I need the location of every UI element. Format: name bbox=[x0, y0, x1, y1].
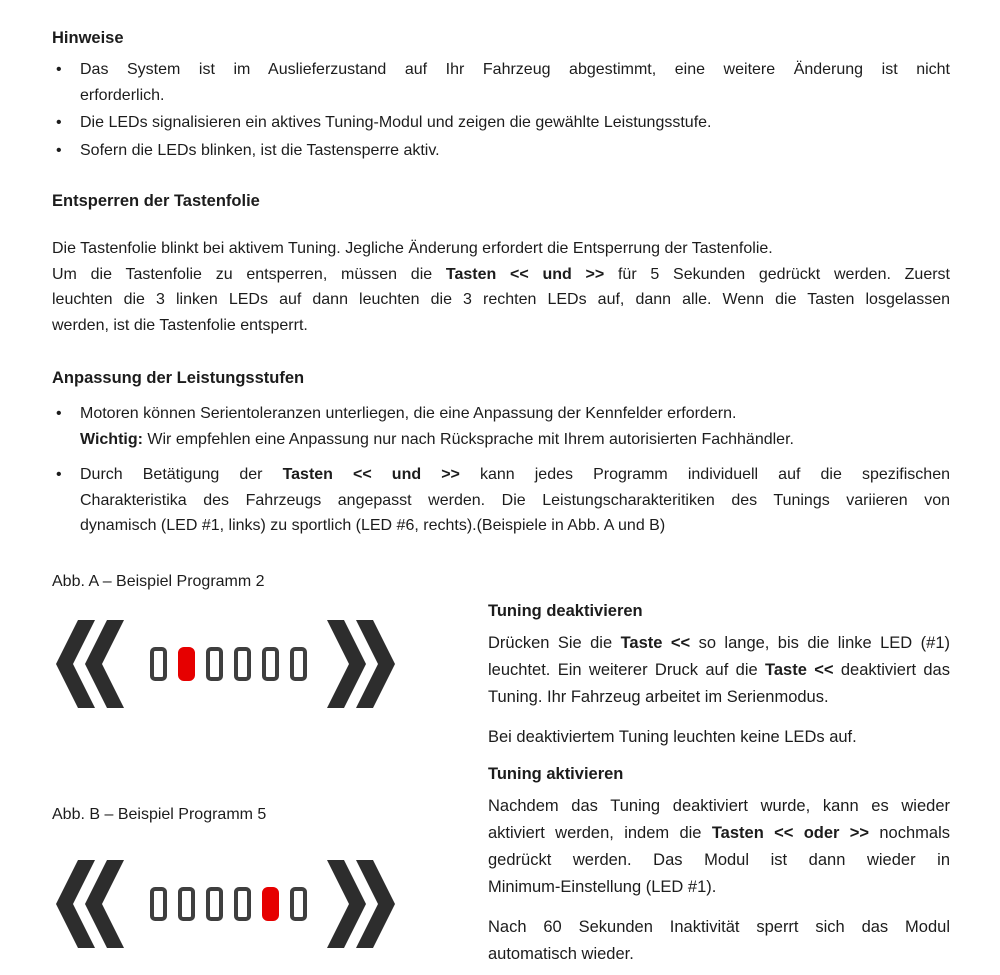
chevron-left-icon bbox=[56, 860, 124, 948]
text-run: Um die Tastenfolie zu entsperren, müssen die bbox=[52, 265, 446, 283]
text-run-bold: Tasten << oder >> bbox=[711, 823, 870, 842]
heading-anpassung: Anpassung der Leistungsstufen bbox=[52, 369, 305, 387]
section-anpassung bbox=[52, 368, 950, 539]
text-run: Drücken Sie die bbox=[488, 633, 621, 652]
instructions-column bbox=[488, 601, 950, 975]
bullet-text: • Das System ist im Auslieferzustand auf Ihr Fahrzeug abgestimmt, eine weitere Änderung ist nicht bbox=[80, 61, 950, 78]
figure-b-label: Abb. B – Beispiel Programm 5 bbox=[52, 806, 267, 823]
led-row bbox=[150, 647, 307, 681]
paragraph: Bei deaktiviertem Tuning leuchten keine LEDs auf. bbox=[488, 727, 857, 746]
paragraph: Nach 60 Sekunden Inaktivität sperrt sich das Modul automatisch wieder. bbox=[488, 917, 950, 963]
list-item bbox=[52, 57, 950, 108]
led-off-indicator bbox=[262, 647, 279, 681]
led-off-indicator bbox=[150, 647, 167, 681]
two-column-area bbox=[52, 567, 950, 975]
heading-tuning-deaktivieren: Tuning deaktivieren bbox=[488, 601, 643, 620]
paragraph bbox=[52, 236, 950, 338]
text-run: deaktiviert das Tuning. Ihr Fahrzeug arbeitet im Serienmodus. bbox=[488, 660, 950, 706]
paragraph-line: dynamisch (LED #1, links) zu sportlich (LED #6, rechts).(Beispiele in Abb. A und B) bbox=[80, 517, 666, 534]
list-item: • Sofern die LEDs blinken, ist die Tastensperre aktiv. bbox=[52, 138, 950, 164]
text-run-bold: Tasten << und >> bbox=[445, 265, 605, 283]
paragraph-line: Charakteristika des Fahrzeugs angepasst werden. Die Leistungscharakteritiken des Tunings variieren von bbox=[80, 491, 950, 509]
figure-a-label: Abb. A – Beispiel Programm 2 bbox=[52, 572, 265, 590]
led-off-indicator bbox=[234, 647, 251, 681]
text-run-bold: Taste << bbox=[620, 633, 691, 652]
paragraph bbox=[488, 793, 950, 901]
text-run: kann jedes Programm individuell auf die spezifischen bbox=[459, 466, 950, 483]
text-run: für 5 Sekunden gedrückt werden. Zuerst bbox=[604, 265, 950, 283]
figure-b bbox=[56, 860, 488, 948]
text-run-bold: Wichtig: bbox=[80, 430, 143, 448]
text-run-bold: Taste << bbox=[765, 660, 834, 679]
paragraph-line: werden, ist die Tastenfolie entsperrt. bbox=[52, 316, 308, 334]
led-on-indicator bbox=[262, 887, 279, 921]
text-run-bold: Tasten << und >> bbox=[282, 466, 460, 483]
text-run: Durch Betätigung der bbox=[80, 466, 283, 483]
led-off-indicator bbox=[290, 647, 307, 681]
chevron-right-icon bbox=[327, 860, 395, 948]
text-run: so lange, bis die linke LED (#1) leuchtet. Ein weiterer Druck auf die bbox=[488, 633, 950, 679]
led-on-indicator bbox=[178, 647, 195, 681]
text-run: nochmals gedrückt werden. Das Modul ist dann wieder in Minimum‑Einstellung (LED #1). bbox=[488, 823, 950, 896]
anpassung-list bbox=[52, 401, 950, 539]
hinweise-list bbox=[52, 57, 950, 163]
bullet-text: Motoren können Serientoleranzen unterliegen, die eine Anpassung der Kennfelder erfordern. bbox=[80, 405, 737, 422]
led-off-indicator bbox=[290, 887, 307, 921]
section-entsperren bbox=[52, 191, 950, 338]
led-off-indicator bbox=[150, 887, 167, 921]
text-run: Wir empfehlen eine Anpassung nur nach Rücksprache mit Ihrem autorisierten Fachhändler. bbox=[142, 430, 794, 448]
figures-column bbox=[52, 567, 488, 975]
paragraph-line bbox=[80, 462, 950, 488]
heading-hinweise: Hinweise bbox=[52, 29, 124, 47]
heading-tuning-aktivieren: Tuning aktivieren bbox=[488, 764, 624, 783]
paragraph bbox=[488, 630, 950, 711]
list-item bbox=[52, 401, 950, 452]
paragraph-line bbox=[52, 262, 950, 288]
led-off-indicator bbox=[206, 887, 223, 921]
list-item: • Die LEDs signalisieren ein aktives Tuning-Modul und zeigen die gewählte Leistungsstufe. bbox=[52, 110, 950, 136]
led-row bbox=[150, 887, 307, 921]
section-hinweise bbox=[52, 28, 950, 163]
figure-a bbox=[56, 620, 488, 708]
paragraph-text: Die Tastenfolie blinkt bei aktivem Tuning. Jegliche Änderung erfordert die Entsperrung der Tastenfolie. bbox=[52, 240, 773, 257]
led-off-indicator bbox=[234, 887, 251, 921]
led-off-indicator bbox=[206, 647, 223, 681]
paragraph-line: leuchten die 3 linken LEDs auf dann leuchten die 3 rechten LEDs auf, dann alle. Wenn die Tasten losgelassen bbox=[52, 291, 950, 308]
heading-entsperren: Entsperren der Tastenfolie bbox=[52, 192, 260, 210]
chevron-left-icon bbox=[56, 620, 124, 708]
text-run: Nachdem das Tuning deaktiviert wurde, kann es wieder aktiviert werden, indem die bbox=[488, 796, 950, 842]
led-off-indicator bbox=[178, 887, 195, 921]
bullet-text: erforderlich. bbox=[80, 86, 165, 104]
list-item bbox=[52, 462, 950, 539]
chevron-right-icon bbox=[327, 620, 395, 708]
